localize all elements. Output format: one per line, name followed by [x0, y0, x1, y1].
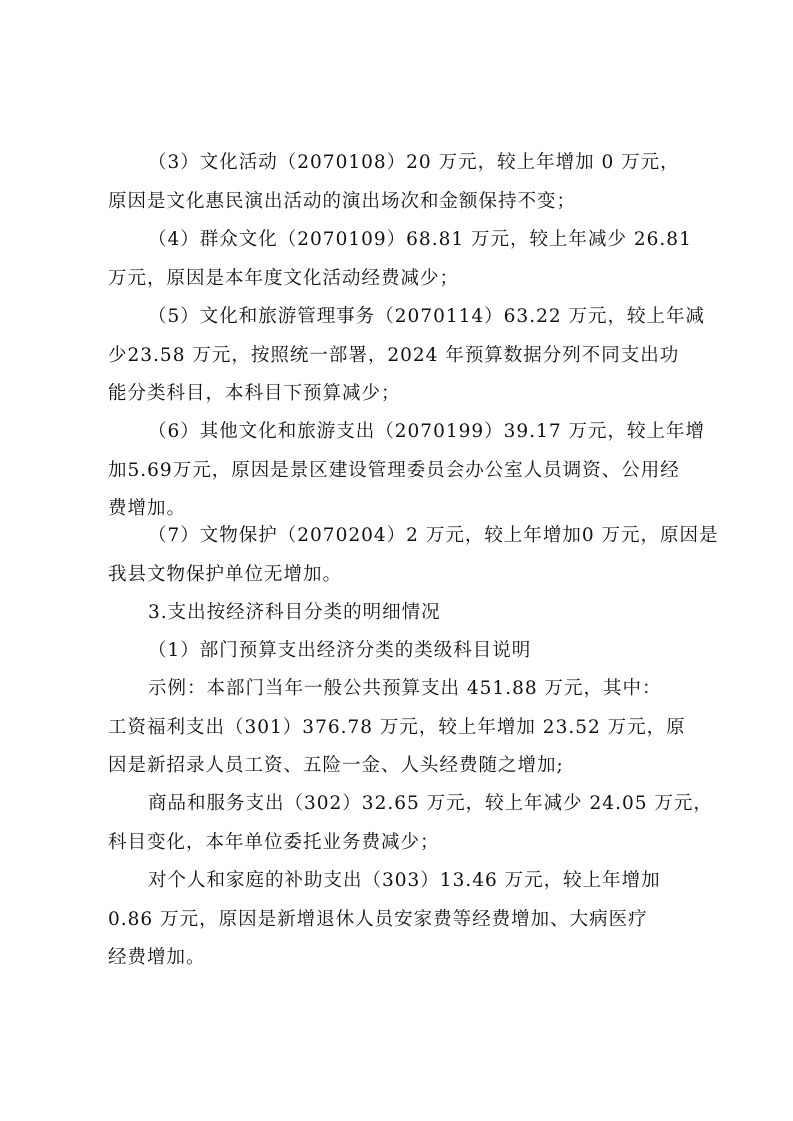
text-line: 费增加。: [108, 498, 187, 519]
paragraph-culture-activity: [108, 144, 698, 221]
paragraph-heritage-protection: [108, 517, 719, 594]
paragraph-household-subsidy: [108, 862, 698, 978]
text-line: 对个人和家庭的补助支出（303）13.46 万元，较上年增加: [148, 870, 661, 891]
text-line: （5）文化和旅游管理事务（2070114）63.22 万元，较上年减: [148, 306, 706, 327]
text-line: （4）群众文化（2070109）68.81 万元，较上年减少 26.81: [148, 229, 692, 250]
text-line: （3）文化活动（2070108）20 万元，较上年增加 0 万元，: [148, 152, 680, 173]
text-line: 科目变化，本年单位委托业务费减少；: [108, 831, 440, 853]
text-line: 万元，原因是本年度文化活动经费减少；: [108, 267, 460, 289]
text-line: 能分类科目，本科目下预算减少；: [108, 383, 401, 404]
paragraph-tourism-admin: [108, 298, 706, 414]
text-line: （1）部门预算支出经济分类的类级科目说明: [148, 640, 532, 661]
text-line: （7）文物保护（2070204）2 万元，较上年增加0 万元，原因是: [148, 525, 719, 546]
text-line: 商品和服务支出（302）32.65 万元，较上年减少 24.05 万元，: [148, 793, 713, 814]
text-line: （6）其他文化和旅游支出（2070199）39.17 万元，较上年增: [148, 421, 706, 442]
paragraph-other-tourism: [108, 413, 706, 529]
text-line: 原因是文化惠民演出活动的演出场次和金额保持不变；: [108, 190, 577, 212]
text-line: 0.86 万元，原因是新增退休人员安家费等经费增加、大病医疗: [108, 908, 648, 930]
paragraph-example-wages: [108, 670, 698, 786]
text-line: 经费增加。: [108, 947, 206, 968]
paragraph-mass-culture: [108, 221, 698, 298]
text-line: 工资福利支出（301）376.78 万元，较上年增加 23.52 万元，原: [108, 716, 686, 738]
text-line: 加5.69万元，原因是景区建设管理委员会办公室人员调资、公用经: [108, 459, 680, 481]
text-line: 少23.58 万元，按照统一部署，2024 年预算数据分列不同支出功: [108, 344, 680, 366]
text-line: 示例：本部门当年一般公共预算支出 451.88 万元，其中：: [148, 678, 662, 699]
section-heading-economic-classification: [108, 594, 698, 633]
paragraph-goods-services: [108, 785, 713, 862]
text-line: 我县文物保护单位无增加。: [108, 563, 343, 585]
subsection-heading-class-level: [108, 632, 698, 671]
text-line: 3.支出按经济科目分类的明细情况: [148, 602, 441, 623]
text-line: 因是新招录人员工资、五险一金、人头经费随之增加;: [108, 755, 564, 776]
